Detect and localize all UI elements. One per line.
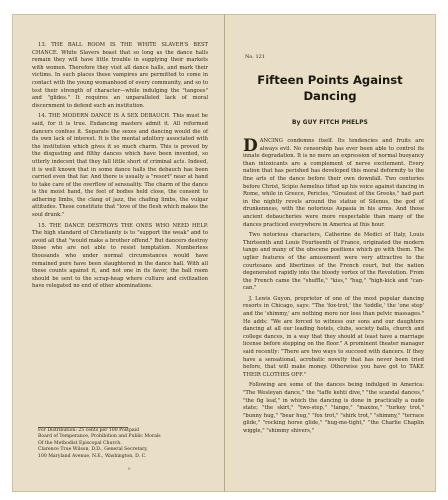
intro-paragraph [243, 138, 424, 229]
page-mark: 8 [128, 466, 131, 471]
issue-number: No. 121 [245, 54, 266, 60]
footer-line: 100 Maryland Avenue, N.E., Washington, D. C. [38, 453, 147, 459]
point-13-paragraph: 13. THE BALL ROOM IS THE WHITE SLAVER'S BEST CHANCE. White Slavers boast that so long as the dance halls remain they will have little trouble in supplying their markets with women. Therefore they visit all dance halls, and mark their victims. In such places these vampires are permitted to come in contact with the young womanhood of every community, and so to test their strength of character—while indulging the "tangoes" and "glides." It requires an unparalleled lack of moral discernment to defend such an institution. [32, 42, 208, 109]
footer-line: Board of Temperance, Prohibition and Public Morals [38, 434, 161, 440]
distribution-footer [38, 427, 210, 460]
point-14-paragraph: 14. THE MODERN DANCE IS A SEX DEBAUCH. This must be said, for it is true. Exdancing masters admit it. All reformed dancers confess it. Separate the sexes and dancing would die of its own lack of interest. It is the mental adultery associated with the institution which gives it so much charm. This is proved by the disgusting and filthy dances which have been invented, so utterly indecent that they fall little short of criminal acts. Indeed, it is well known that in some dance halls the debauch has been carried even that far. And there is usually a "resort" near at hand to take care of the overflow of sensuality. The charm of the dance is the moist hand, the feel of bodies held close, the consent to adhering limbs, the clang of jazz, the chafing limbs, the vulgar attitudes. These constitute that "love of the flesh which makes the soul drunk." [32, 113, 208, 219]
point-15-paragraph: 15. THE DANCE DESTROYS THE ONES WHO NEED HELP. The high standard of Christianity is to "support the weak" and to avoid all that "would make a brother offend." But dancers destroy those who are not able to resist temptation. Numberless thousands who under normal circumstances would have remained pure have been slaughtered in the dance hall. With all these counts against it, and not one in its favor, the ball room should be sent to the scrap-heap where culture and civilization have relegated no end of other abominations. [32, 222, 208, 290]
footer-line: For Distribution: 25 cents per 100 Postpaid [38, 428, 140, 433]
footer-line: Of the Methodist Episcopal Church. [38, 440, 122, 446]
intro-text: ANCING condemns itself. Its tendencies and fruits are always evil. No censorship has ever been able to control its innate degradation. It is no mere an expression of normal buoyancy than intoxicants are a complement of nerve excitement. Every nation that has perished has developed this moral deformity to the fine arts of the dance before their own downfall. Two centuries before Christ, Scipio Aemelius lifted up his voice against dancing in Rome, while in Greece, Pericles, "Greatest of the Greeks," had part in the nightly revels around the statue of Silenus, the god of drunkenness, with the notorious Aspasia in his arms. And those ancient debaucheries were more respectable than many of the dances practiced everywhere in America at this hour. [243, 138, 424, 228]
quote-paragraph: J. Lewis Guyon, proprietor of one of the most popular dancing resorts in Chicago, says: "The 'fox-trot,' the 'toddle,' the 'one step' and the 'shimmy,' are nothing more nor less than pelvic massages." He adds: "We are forced to witness our sons and our daughters dancing at all our leading hotels, clubs, society balls, church and college dances, in a way that they should at least have a marriage license before stepping on the floor." A prominent theater manager said recently: "There are two ways to succeed with dancers. If they have a sensational, acrobatic novelty that has never been tried before, that will make money. Otherwise you have got to TAKE THEIR CLOTHES OFF." [243, 295, 424, 378]
left-page [12, 14, 224, 492]
page-title: Fifteen Points Against Dancing [257, 73, 403, 103]
article-body [243, 138, 424, 436]
history-paragraph: Two notorious characters, Catherine de Medici of Italy, Louis Thirteenth and Louis Fourteenth of France, originated the modern tango and many of the obscene positions which go with them. The uglier features of the amusement were very attractive to the courtesans and libertines of the French court, but the nation degenerated rapidly into the bloody vortex of the Revolution. From the French came the "shuffle," "kiss," "hug," "high-kick and "can-can." [243, 232, 424, 292]
right-page [225, 14, 436, 492]
dance-list-paragraph: Following are some of the dances being indulged in America: "The Wesleyan dance," the "taffe kehti dive," "the scandal dances," "the fig leaf," in which the dancing is done in practically a nude state; "the skirt," "two-step," "tango," "maxixe," "turkey trot," "bunny hug," "bear hug," "fox trot," "shirk trot," "shimmy," "terrace glide," "rocking horse glide," "hug-me-tight," "the Charlie Chaplin wiggle," "shimmy shivers," [243, 382, 424, 434]
drop-cap: D [243, 136, 258, 156]
pamphlet-spread [12, 14, 436, 492]
byline: By GUY FITCH PHELPS [291, 120, 369, 126]
footer-line: Clarence True Wilson, D.D., General Secretary, [38, 447, 148, 453]
